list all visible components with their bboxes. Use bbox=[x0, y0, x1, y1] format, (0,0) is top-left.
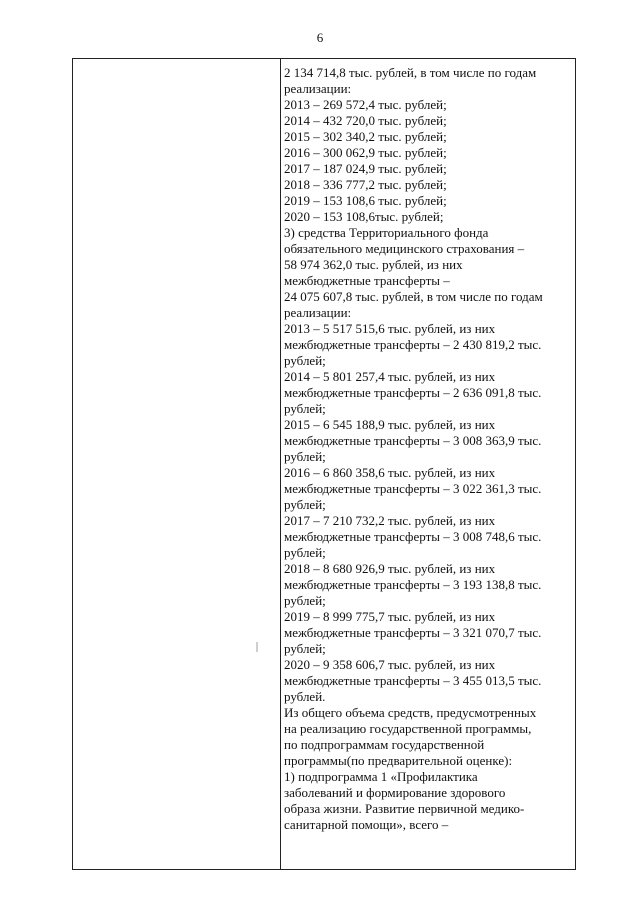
text-line: 2018 – 8 680 926,9 тыс. рублей, из них bbox=[284, 561, 496, 576]
text-line: межбюджетные трансферты – 3 008 748,6 тыс. bbox=[284, 529, 542, 544]
column-divider bbox=[280, 59, 281, 869]
text-line: рублей; bbox=[284, 449, 326, 464]
text-line: 2015 – 6 545 188,9 тыс. рублей, из них bbox=[284, 417, 496, 432]
text-line: 3) средства Территориального фонда bbox=[284, 225, 489, 240]
text-line: санитарной помощи», всего – bbox=[284, 817, 449, 832]
text-line: рублей; bbox=[284, 353, 326, 368]
text-line: 2017 – 187 024,9 тыс. рублей; bbox=[284, 161, 447, 176]
text-line: межбюджетные трансферты – 2 636 091,8 тыс. bbox=[284, 385, 542, 400]
text-line: 2015 – 302 340,2 тыс. рублей; bbox=[284, 129, 447, 144]
text-line: рублей. bbox=[284, 689, 326, 704]
text-line: межбюджетные трансферты – bbox=[284, 273, 450, 288]
text-line: 1) подпрограмма 1 «Профилактика bbox=[284, 769, 478, 784]
text-line: 2013 – 5 517 515,6 тыс. рублей, из них bbox=[284, 321, 496, 336]
text-line: реализации: bbox=[284, 81, 352, 96]
text-line: 2014 – 432 720,0 тыс. рублей; bbox=[284, 113, 447, 128]
text-line: межбюджетные трансферты – 2 430 819,2 тыс. bbox=[284, 337, 542, 352]
text-line: 2016 – 6 860 358,6 тыс. рублей, из них bbox=[284, 465, 496, 480]
text-line: заболеваний и формирование здорового bbox=[284, 785, 506, 800]
text-line: обязательного медицинского страхования – bbox=[284, 241, 525, 256]
text-line: 2013 – 269 572,4 тыс. рублей; bbox=[284, 97, 447, 112]
text-line: 2014 – 5 801 257,4 тыс. рублей, из них bbox=[284, 369, 496, 384]
text-line: 2019 – 153 108,6 тыс. рублей; bbox=[284, 193, 447, 208]
text-line: межбюджетные трансферты – 3 022 361,3 тыс. bbox=[284, 481, 542, 496]
text-line: образа жизни. Развитие первичной медико- bbox=[284, 801, 525, 816]
text-line: межбюджетные трансферты – 3 008 363,9 тыс. bbox=[284, 433, 542, 448]
text-line: 2020 – 153 108,6тыс. рублей; bbox=[284, 209, 444, 224]
text-line: межбюджетные трансферты – 3 455 013,5 тыс. bbox=[284, 673, 542, 688]
text-line: 2018 – 336 777,2 тыс. рублей; bbox=[284, 177, 447, 192]
text-line: на реализацию государственной программы, bbox=[284, 721, 532, 736]
scan-speck bbox=[256, 642, 258, 652]
text-line: 58 974 362,0 тыс. рублей, из них bbox=[284, 257, 463, 272]
text-line: рублей; bbox=[284, 401, 326, 416]
text-line: 2016 – 300 062,9 тыс. рублей; bbox=[284, 145, 447, 160]
right-cell-text bbox=[284, 65, 574, 833]
text-line: рублей; bbox=[284, 593, 326, 608]
text-line: программы(по предварительной оценке): bbox=[284, 753, 513, 768]
text-line: 24 075 607,8 тыс. рублей, в том числе по годам bbox=[284, 289, 543, 304]
text-line: по подпрограммам государственной bbox=[284, 737, 485, 752]
text-line: Из общего объема средств, предусмотренных bbox=[284, 705, 537, 720]
text-line: рублей; bbox=[284, 545, 326, 560]
text-line: межбюджетные трансферты – 3 193 138,8 тыс. bbox=[284, 577, 542, 592]
text-line: 2 134 714,8 тыс. рублей, в том числе по годам bbox=[284, 65, 537, 80]
text-line: 2020 – 9 358 606,7 тыс. рублей, из них bbox=[284, 657, 496, 672]
text-line: рублей; bbox=[284, 497, 326, 512]
text-line: 2017 – 7 210 732,2 тыс. рублей, из них bbox=[284, 513, 496, 528]
document-table bbox=[72, 58, 576, 870]
page-number: 6 bbox=[316, 30, 324, 45]
text-line: рублей; bbox=[284, 641, 326, 656]
text-line: реализации: bbox=[284, 305, 352, 320]
text-line: 2019 – 8 999 775,7 тыс. рублей, из них bbox=[284, 609, 496, 624]
text-line: межбюджетные трансферты – 3 321 070,7 тыс. bbox=[284, 625, 542, 640]
